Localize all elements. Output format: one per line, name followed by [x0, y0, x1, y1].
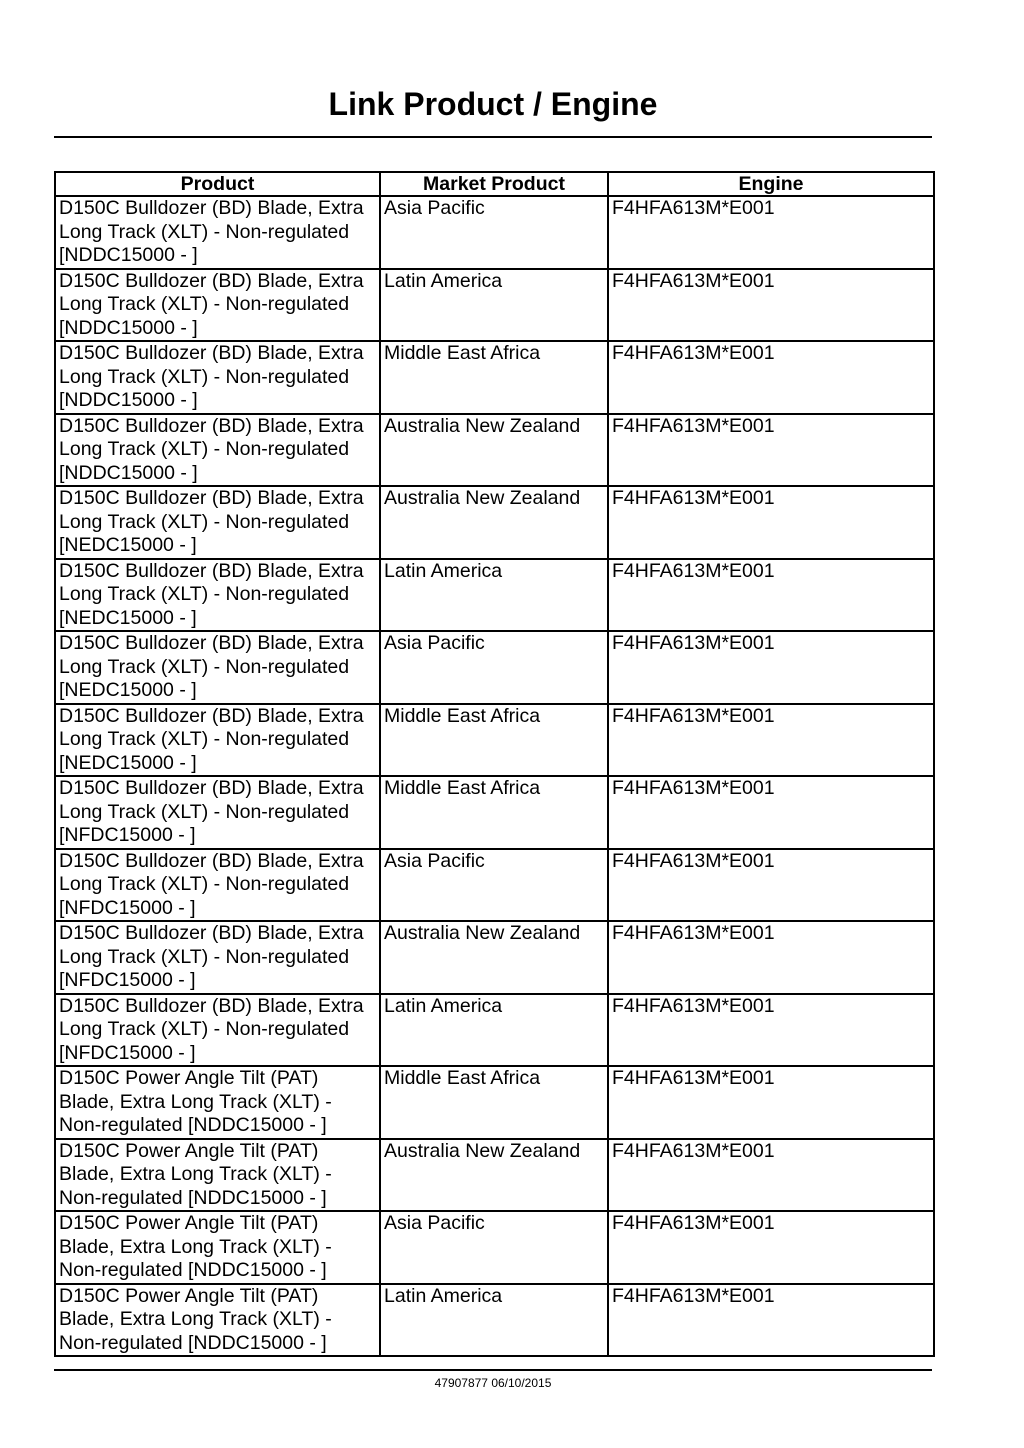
table-row [55, 414, 934, 487]
table-row [55, 1211, 934, 1284]
engine-cell: F4HFA613M*E001 [608, 414, 934, 487]
table-row [55, 1139, 934, 1212]
market-product-cell: Asia Pacific [380, 631, 608, 704]
table-row [55, 341, 934, 414]
header-market-product: Market Product [380, 172, 608, 196]
table-row [55, 631, 934, 704]
market-product-cell: Middle East Africa [380, 704, 608, 777]
table-row [55, 1066, 934, 1139]
link-product-engine-table [54, 171, 935, 1357]
market-product-cell: Asia Pacific [380, 1211, 608, 1284]
table-row [55, 269, 934, 342]
table-row [55, 486, 934, 559]
table-row [55, 196, 934, 269]
product-cell: D150C Bulldozer (BD) Blade, Extra Long Track (XLT) - Non-regulated [NDDC15000 - ] [55, 414, 380, 487]
market-product-cell: Asia Pacific [380, 849, 608, 922]
product-cell: D150C Bulldozer (BD) Blade, Extra Long Track (XLT) - Non-regulated [NFDC15000 - ] [55, 849, 380, 922]
market-product-cell: Latin America [380, 269, 608, 342]
table-row [55, 776, 934, 849]
product-cell: D150C Bulldozer (BD) Blade, Extra Long Track (XLT) - Non-regulated [NEDC15000 - ] [55, 486, 380, 559]
market-product-cell: Latin America [380, 994, 608, 1067]
engine-cell: F4HFA613M*E001 [608, 269, 934, 342]
engine-cell: F4HFA613M*E001 [608, 849, 934, 922]
table-row [55, 704, 934, 777]
market-product-cell: Australia New Zealand [380, 921, 608, 994]
market-product-cell: Middle East Africa [380, 1066, 608, 1139]
table-header-row [55, 172, 934, 196]
engine-cell: F4HFA613M*E001 [608, 196, 934, 269]
title-divider [54, 136, 932, 138]
engine-cell: F4HFA613M*E001 [608, 1284, 934, 1357]
engine-cell: F4HFA613M*E001 [608, 1139, 934, 1212]
header-engine: Engine [608, 172, 934, 196]
product-cell: D150C Bulldozer (BD) Blade, Extra Long Track (XLT) - Non-regulated [NDDC15000 - ] [55, 269, 380, 342]
table-row [55, 849, 934, 922]
table-row [55, 559, 934, 632]
engine-cell: F4HFA613M*E001 [608, 341, 934, 414]
market-product-cell: Latin America [380, 1284, 608, 1357]
product-cell: D150C Power Angle Tilt (PAT) Blade, Extra Long Track (XLT) - Non-regulated [NDDC15000 - ] [55, 1139, 380, 1212]
header-product: Product [55, 172, 380, 196]
product-cell: D150C Bulldozer (BD) Blade, Extra Long Track (XLT) - Non-regulated [NFDC15000 - ] [55, 921, 380, 994]
engine-cell: F4HFA613M*E001 [608, 704, 934, 777]
page-title: Link Product / Engine [328, 86, 658, 122]
market-product-cell: Australia New Zealand [380, 1139, 608, 1212]
engine-cell: F4HFA613M*E001 [608, 1211, 934, 1284]
engine-cell: F4HFA613M*E001 [608, 631, 934, 704]
engine-cell: F4HFA613M*E001 [608, 776, 934, 849]
engine-cell: F4HFA613M*E001 [608, 1066, 934, 1139]
engine-cell: F4HFA613M*E001 [608, 559, 934, 632]
market-product-cell: Middle East Africa [380, 776, 608, 849]
engine-cell: F4HFA613M*E001 [608, 486, 934, 559]
market-product-cell: Latin America [380, 559, 608, 632]
table-row [55, 921, 934, 994]
market-product-cell: Asia Pacific [380, 196, 608, 269]
product-cell: D150C Power Angle Tilt (PAT) Blade, Extra Long Track (XLT) - Non-regulated [NDDC15000 - ] [55, 1066, 380, 1139]
product-cell: D150C Bulldozer (BD) Blade, Extra Long Track (XLT) - Non-regulated [NFDC15000 - ] [55, 994, 380, 1067]
product-cell: D150C Power Angle Tilt (PAT) Blade, Extra Long Track (XLT) - Non-regulated [NDDC15000 - ] [55, 1284, 380, 1357]
product-cell: D150C Power Angle Tilt (PAT) Blade, Extra Long Track (XLT) - Non-regulated [NDDC15000 - ] [55, 1211, 380, 1284]
engine-cell: F4HFA613M*E001 [608, 921, 934, 994]
product-cell: D150C Bulldozer (BD) Blade, Extra Long Track (XLT) - Non-regulated [NEDC15000 - ] [55, 559, 380, 632]
product-cell: D150C Bulldozer (BD) Blade, Extra Long Track (XLT) - Non-regulated [NDDC15000 - ] [55, 196, 380, 269]
table-row [55, 1284, 934, 1357]
market-product-cell: Middle East Africa [380, 341, 608, 414]
market-product-cell: Australia New Zealand [380, 486, 608, 559]
product-cell: D150C Bulldozer (BD) Blade, Extra Long Track (XLT) - Non-regulated [NFDC15000 - ] [55, 776, 380, 849]
product-cell: D150C Bulldozer (BD) Blade, Extra Long Track (XLT) - Non-regulated [NDDC15000 - ] [55, 341, 380, 414]
footer-divider [54, 1369, 932, 1371]
table-row [55, 994, 934, 1067]
engine-cell: F4HFA613M*E001 [608, 994, 934, 1067]
document-footer: 47907877 06/10/2015 [434, 1376, 552, 1390]
product-cell: D150C Bulldozer (BD) Blade, Extra Long Track (XLT) - Non-regulated [NEDC15000 - ] [55, 631, 380, 704]
product-cell: D150C Bulldozer (BD) Blade, Extra Long Track (XLT) - Non-regulated [NEDC15000 - ] [55, 704, 380, 777]
market-product-cell: Australia New Zealand [380, 414, 608, 487]
